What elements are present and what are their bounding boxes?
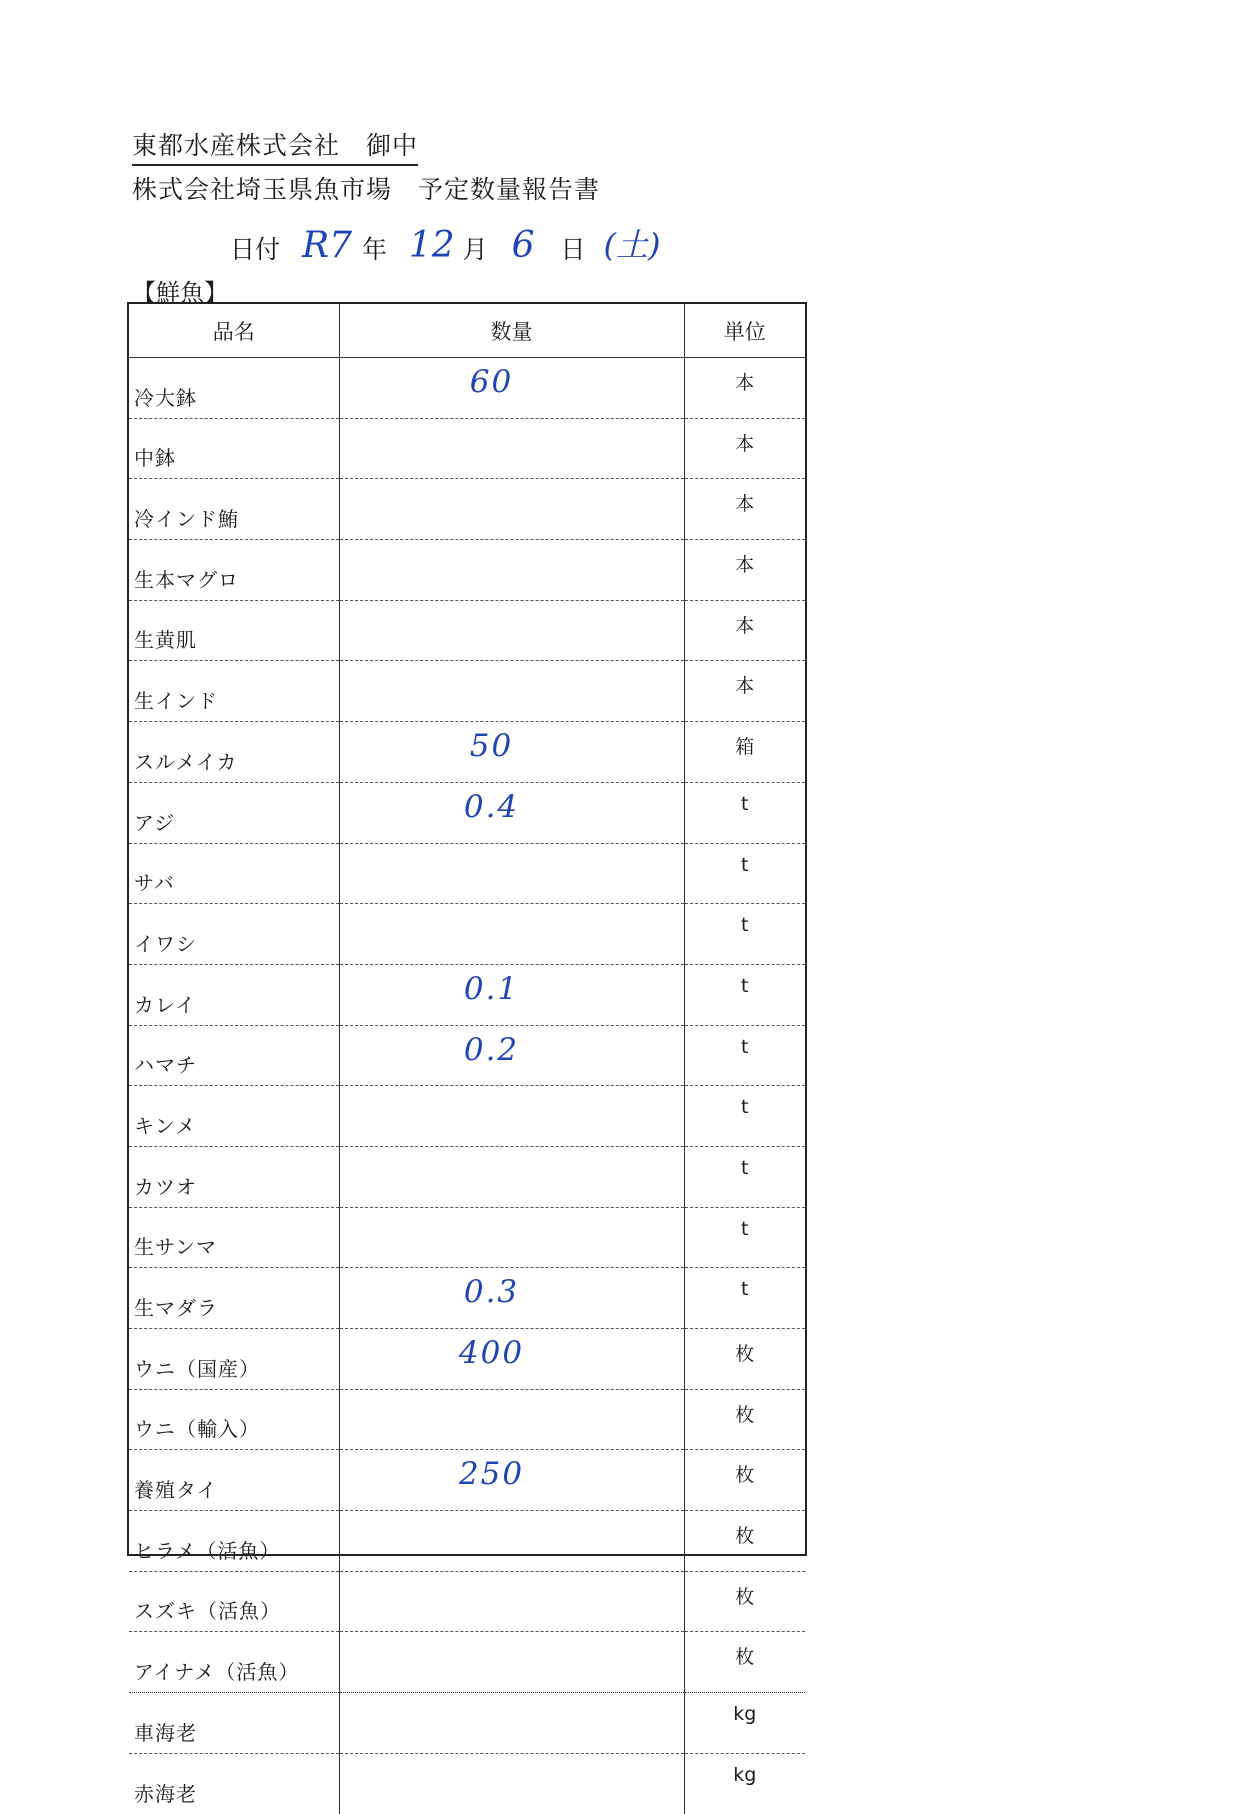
unit-cell: t xyxy=(684,1086,805,1147)
addressee: 東都水産株式会社 御中 xyxy=(132,126,418,166)
handwritten-quantity: 0.1 xyxy=(463,970,520,1007)
table-row xyxy=(129,1025,805,1086)
unit-cell: 枚 xyxy=(684,1450,805,1511)
quantity-cell xyxy=(339,1632,684,1693)
date-month-label: 月 xyxy=(462,235,488,264)
table-row xyxy=(129,540,805,601)
table-row xyxy=(129,843,805,904)
item-name-cell: アイナメ（活魚） xyxy=(129,1632,339,1693)
quantity-cell xyxy=(339,904,684,965)
item-name-cell: ウニ（国産） xyxy=(129,1329,339,1390)
item-name-cell: アジ xyxy=(129,782,339,843)
table-row xyxy=(129,1146,805,1207)
item-name-cell: スルメイカ xyxy=(129,722,339,783)
handwritten-quantity: 0.4 xyxy=(463,788,520,825)
unit-cell: t xyxy=(684,782,805,843)
unit-cell: kg xyxy=(733,1763,757,1786)
unit-cell: kg xyxy=(684,1693,805,1754)
date-row xyxy=(230,220,660,266)
table-row xyxy=(129,1389,805,1450)
quantity-cell xyxy=(339,1146,684,1207)
handwritten-quantity: 50 xyxy=(469,728,514,765)
date-month: 12 xyxy=(408,225,455,266)
item-name-cell: 生マダラ xyxy=(129,1268,339,1329)
quantity-cell xyxy=(339,782,684,843)
quantity-cell xyxy=(339,1511,684,1572)
unit-cell: 本 xyxy=(684,600,805,661)
table-row xyxy=(129,418,805,479)
item-name-cell: スズキ（活魚） xyxy=(129,1571,339,1632)
table-row xyxy=(129,1511,805,1572)
unit-cell: 本 xyxy=(684,418,805,479)
table-row xyxy=(129,1753,805,1813)
unit-cell: 枚 xyxy=(684,1389,805,1450)
quantity-cell xyxy=(339,1086,684,1147)
table-header-row xyxy=(129,304,805,358)
section-label: 【鮮魚】 xyxy=(132,279,228,307)
quantity-cell xyxy=(339,722,684,783)
handwritten-quantity: 400 xyxy=(458,1335,525,1371)
table-row xyxy=(129,782,805,843)
date-day: 6 xyxy=(511,225,535,266)
date-weekday: (土) xyxy=(603,226,661,264)
quantity-cell xyxy=(339,1025,684,1086)
unit-cell: 枚 xyxy=(684,1571,805,1632)
unit-cell: 本 xyxy=(684,661,805,722)
quantity-cell xyxy=(339,843,684,904)
item-name-cell: 車海老 xyxy=(129,1693,339,1754)
item-name-cell: ウニ（輸入） xyxy=(129,1389,339,1450)
unit-cell: t xyxy=(684,964,805,1025)
item-name-cell: ヒラメ（活魚） xyxy=(129,1511,339,1572)
item-name-cell: 養殖タイ xyxy=(129,1450,339,1511)
table-row xyxy=(129,600,805,661)
unit-cell: t xyxy=(684,1146,805,1207)
quantity-cell xyxy=(339,1450,684,1511)
quantity-cell xyxy=(339,1207,684,1268)
table-row xyxy=(129,1632,805,1693)
date-day-label: 日 xyxy=(560,235,586,264)
unit-cell: t xyxy=(684,1268,805,1329)
unit-cell: t xyxy=(684,843,805,904)
quantity-cell xyxy=(339,479,684,540)
table-row xyxy=(129,1693,805,1754)
unit-cell: t xyxy=(684,904,805,965)
column-header-item-name: 品名 xyxy=(129,304,339,358)
unit-cell: 枚 xyxy=(684,1329,805,1390)
table-row xyxy=(129,661,805,722)
handwritten-quantity: 0.2 xyxy=(463,1031,520,1068)
item-name-cell: サバ xyxy=(129,843,339,904)
item-name-cell: 冷インド鮪 xyxy=(129,479,339,540)
item-name-cell: カツオ xyxy=(129,1146,339,1207)
document-title: 株式会社埼玉県魚市場 予定数量報告書 xyxy=(132,175,601,204)
quantity-cell xyxy=(339,1268,684,1329)
item-name-cell: 生本マグロ xyxy=(129,540,339,601)
quantity-cell xyxy=(339,661,684,722)
unit-cell: 本 xyxy=(684,358,805,419)
item-name-cell: 中鉢 xyxy=(129,418,339,479)
quantity-cell xyxy=(339,600,684,661)
item-name-cell: イワシ xyxy=(129,904,339,965)
item-name-cell: 赤海老 xyxy=(129,1753,339,1813)
column-header-quantity: 数量 xyxy=(339,304,684,358)
table-row xyxy=(129,1329,805,1390)
item-name-cell: ハマチ xyxy=(129,1025,339,1086)
table-row xyxy=(129,1268,805,1329)
table-row xyxy=(129,904,805,965)
date-label: 日付 xyxy=(230,235,281,264)
item-name-cell: 冷大鉢 xyxy=(129,358,339,419)
date-year-label: 年 xyxy=(361,235,387,264)
unit-cell: 本 xyxy=(684,540,805,601)
quantity-cell xyxy=(339,358,684,419)
item-name-cell: カレイ xyxy=(129,964,339,1025)
unit-cell: t xyxy=(684,1025,805,1086)
handwritten-quantity: 0.3 xyxy=(463,1274,520,1311)
quantity-cell xyxy=(339,1329,684,1390)
quantity-cell xyxy=(339,1693,684,1754)
table-row xyxy=(129,1571,805,1632)
unit-cell: 枚 xyxy=(684,1632,805,1693)
handwritten-quantity: 60 xyxy=(469,364,514,400)
item-name-cell: 生サンマ xyxy=(129,1207,339,1268)
quantity-cell xyxy=(339,964,684,1025)
unit-cell: 本 xyxy=(684,479,805,540)
unit-cell: 箱 xyxy=(684,722,805,783)
quantity-cell xyxy=(339,540,684,601)
table-row xyxy=(129,1086,805,1147)
quantity-table xyxy=(127,302,807,1806)
table-row xyxy=(129,1207,805,1268)
quantity-cell xyxy=(339,1389,684,1450)
date-era-year: R7 xyxy=(301,225,352,266)
item-name-cell: 生黄肌 xyxy=(129,600,339,661)
unit-cell: 枚 xyxy=(684,1511,805,1572)
column-header-unit: 単位 xyxy=(684,304,805,358)
table-row xyxy=(129,1450,805,1511)
table-row xyxy=(129,479,805,540)
quantity-cell xyxy=(339,1571,684,1632)
table-row xyxy=(129,358,805,419)
quantity-cell xyxy=(339,1753,684,1813)
handwritten-quantity: 250 xyxy=(458,1456,525,1493)
unit-cell: t xyxy=(684,1207,805,1268)
item-name-cell: 生インド xyxy=(129,661,339,722)
table-row xyxy=(129,964,805,1025)
item-name-cell: キンメ xyxy=(129,1086,339,1147)
table-row xyxy=(129,722,805,783)
quantity-cell xyxy=(339,418,684,479)
